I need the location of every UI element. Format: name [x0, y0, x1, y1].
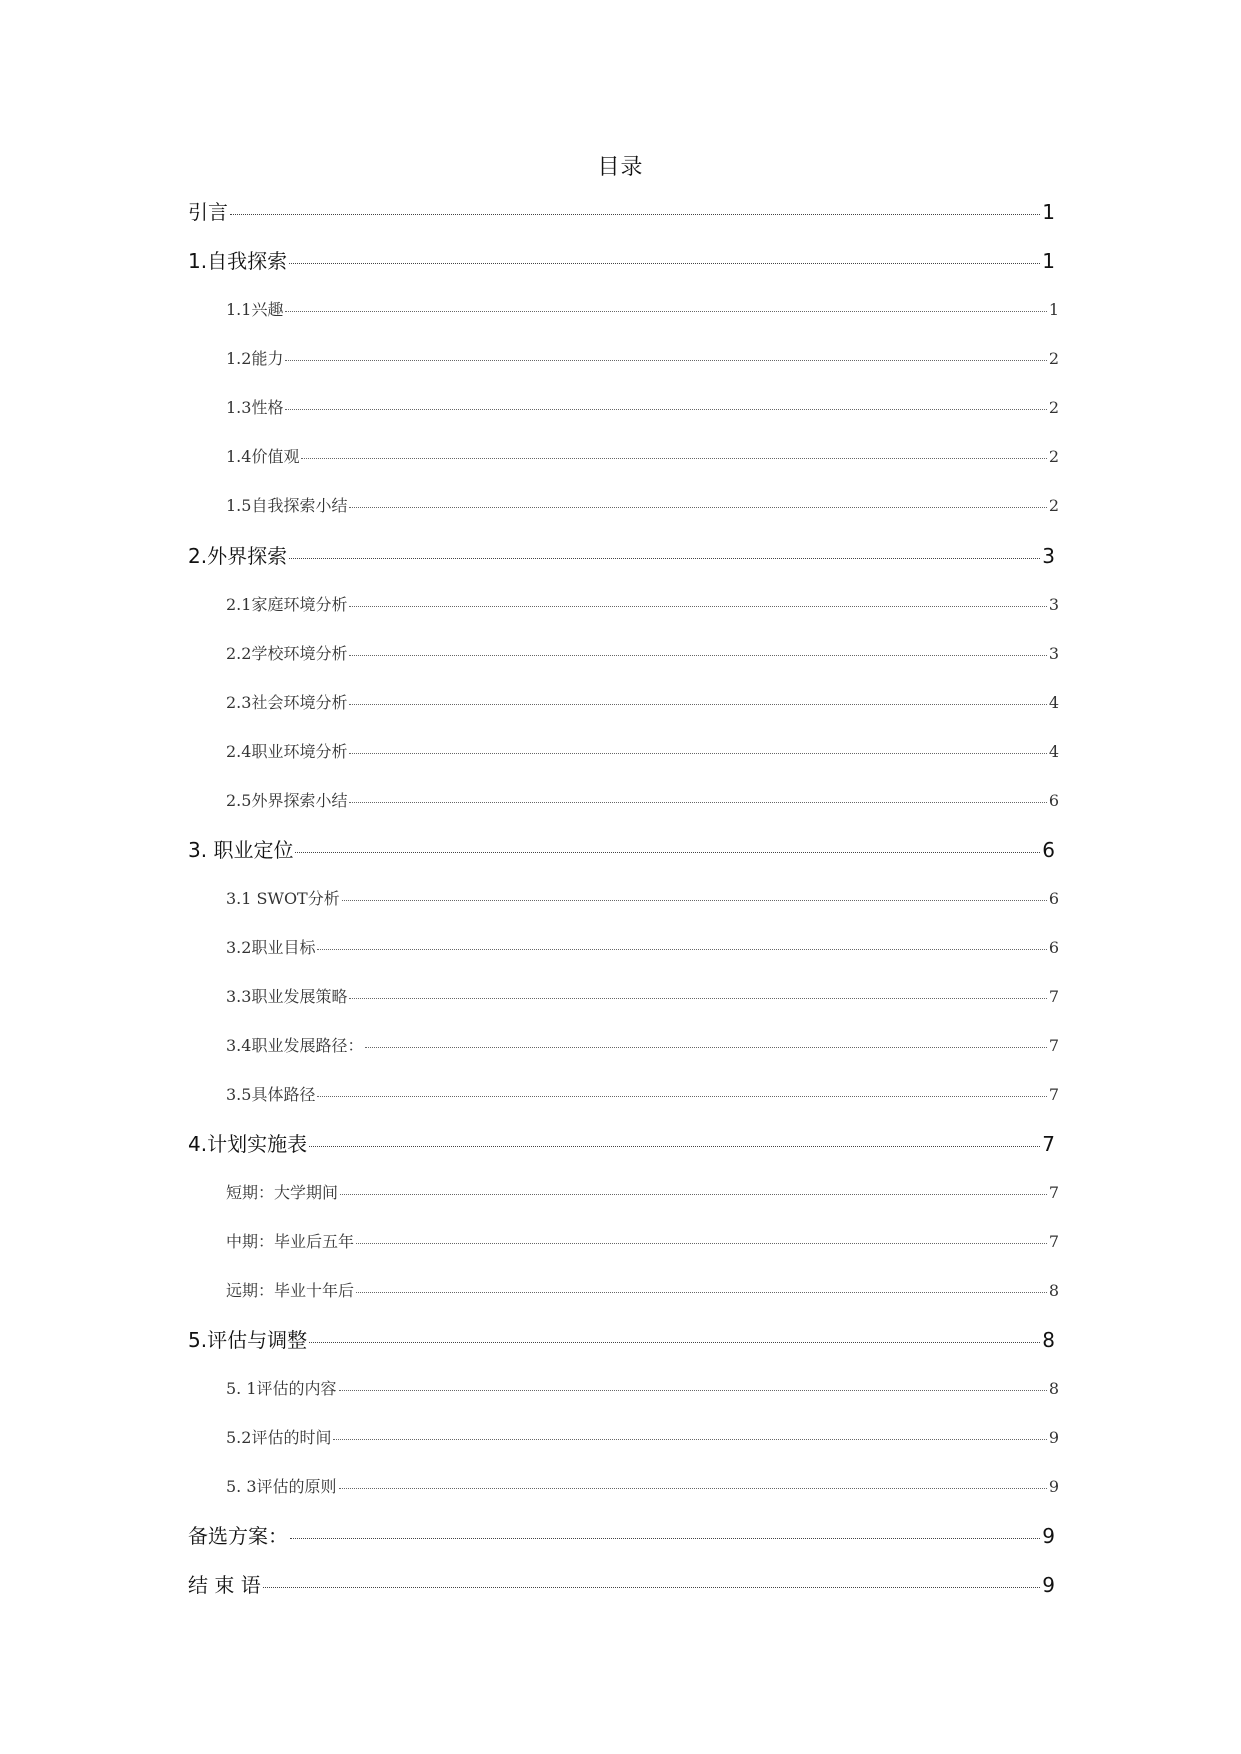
dot-leader — [285, 311, 1046, 312]
toc-page-number: 1 — [1048, 300, 1059, 319]
toc-entry[interactable] — [188, 1324, 1055, 1353]
dot-leader — [342, 900, 1047, 901]
toc-page-number: 2 — [1048, 447, 1059, 466]
toc-entry-label: 1.1兴趣 — [226, 300, 284, 319]
dot-leader — [309, 1146, 1040, 1147]
toc-entry-label: 远期：毕业十年后 — [226, 1281, 355, 1300]
dot-leader — [365, 1047, 1046, 1048]
toc-page-number: 9 — [1048, 1428, 1059, 1447]
toc-entry-label: 中期：毕业后五年 — [226, 1232, 355, 1251]
toc-entry[interactable] — [188, 1128, 1055, 1157]
toc-entry[interactable] — [226, 493, 1059, 516]
toc-entry-label: 备选方案： — [188, 1524, 288, 1548]
toc-page-number: 4 — [1048, 742, 1059, 761]
toc-entry[interactable] — [188, 196, 1055, 225]
dot-leader — [349, 655, 1046, 656]
toc-entry[interactable] — [188, 834, 1055, 863]
toc-page-number: 9 — [1042, 1524, 1055, 1548]
toc-page-number: 2 — [1048, 398, 1059, 417]
toc-entry-label: 3.3职业发展策略 — [226, 987, 348, 1006]
toc-entry[interactable] — [226, 1376, 1059, 1399]
toc-entry-label: 2.2学校环境分析 — [226, 644, 348, 663]
toc-entry-label: 结 束 语 — [188, 1573, 261, 1597]
toc-entry-label: 5. 1评估的内容 — [226, 1379, 337, 1398]
toc-page-number: 8 — [1048, 1281, 1059, 1300]
toc-page-number: 7 — [1042, 1132, 1055, 1156]
toc-entry[interactable] — [226, 984, 1059, 1007]
dot-leader — [263, 1587, 1041, 1588]
toc-entry[interactable] — [226, 592, 1059, 615]
toc-entry-label: 5. 3评估的原则 — [226, 1477, 337, 1496]
toc-entry[interactable] — [226, 1229, 1059, 1252]
toc-entry[interactable] — [226, 886, 1059, 909]
toc-entry-label: 引言 — [188, 200, 228, 224]
toc-entry[interactable] — [226, 1425, 1059, 1448]
dot-leader — [230, 214, 1040, 215]
dot-leader — [285, 360, 1046, 361]
toc-page-number: 1 — [1042, 200, 1055, 224]
dot-leader — [339, 1390, 1047, 1391]
toc-page-number: 8 — [1048, 1379, 1059, 1398]
toc-page-number: 3 — [1048, 644, 1059, 663]
dot-leader — [317, 949, 1046, 950]
toc-entry-label: 4.计划实施表 — [188, 1132, 308, 1156]
toc-entry[interactable] — [226, 395, 1059, 418]
toc-entry-label: 1.自我探索 — [188, 249, 288, 273]
toc-page-number: 6 — [1048, 791, 1059, 810]
toc-entry-label: 3.1 SWOT分析 — [226, 889, 340, 908]
toc-entry[interactable] — [226, 1082, 1059, 1105]
dot-leader — [309, 1342, 1040, 1343]
toc-page-number: 3 — [1042, 544, 1055, 568]
toc-page-number: 9 — [1048, 1477, 1059, 1496]
dot-leader — [333, 1439, 1046, 1440]
dot-leader — [356, 1243, 1047, 1244]
dot-leader — [289, 263, 1040, 264]
toc-entry-label: 1.3性格 — [226, 398, 284, 417]
toc-entry-label: 2.5外界探索小结 — [226, 791, 348, 810]
toc-entry[interactable] — [226, 1180, 1059, 1203]
toc-page-number: 4 — [1048, 693, 1059, 712]
toc-page-number: 6 — [1048, 889, 1059, 908]
dot-leader — [349, 704, 1046, 705]
toc-entry-label: 短期：大学期间 — [226, 1183, 339, 1202]
toc-page-number: 8 — [1042, 1328, 1055, 1352]
toc-entry[interactable] — [226, 1474, 1059, 1497]
toc-entry[interactable] — [226, 690, 1059, 713]
toc-entry[interactable] — [226, 1033, 1059, 1056]
dot-leader — [349, 998, 1046, 999]
toc-entry-label: 2.外界探索 — [188, 544, 288, 568]
toc-entry[interactable] — [226, 788, 1059, 811]
toc-entry-label: 2.4职业环境分析 — [226, 742, 348, 761]
dot-leader — [295, 852, 1040, 853]
toc-entry-label: 1.4价值观 — [226, 447, 300, 466]
toc-entry[interactable] — [226, 641, 1059, 664]
toc-entry-label: 3.4职业发展路径： — [226, 1036, 364, 1055]
toc-entry-label: 3.5具体路径 — [226, 1085, 316, 1104]
toc-page-number: 9 — [1042, 1573, 1055, 1597]
toc-entry[interactable] — [226, 297, 1059, 320]
toc-entry[interactable] — [226, 1278, 1059, 1301]
toc-title: 目录 — [597, 155, 644, 180]
toc-entry[interactable] — [188, 245, 1055, 274]
dot-leader — [340, 1194, 1047, 1195]
toc-entry-label: 2.1家庭环境分析 — [226, 595, 348, 614]
toc-entry[interactable] — [226, 935, 1059, 958]
dot-leader — [349, 802, 1046, 803]
toc-entry-label: 5.评估与调整 — [188, 1328, 308, 1352]
toc-entry-label: 2.3社会环境分析 — [226, 693, 348, 712]
toc-entry-label: 3.2职业目标 — [226, 938, 316, 957]
dot-leader — [289, 558, 1040, 559]
toc-page-number: 6 — [1042, 838, 1055, 862]
dot-leader — [301, 458, 1046, 459]
toc-page-number: 7 — [1048, 1183, 1059, 1202]
toc-page-number: 6 — [1048, 938, 1059, 957]
dot-leader — [339, 1488, 1047, 1489]
dot-leader — [356, 1292, 1047, 1293]
toc-page-number: 7 — [1048, 1232, 1059, 1251]
toc-entry-label: 3. 职业定位 — [188, 838, 294, 862]
dot-leader — [290, 1538, 1040, 1539]
toc-entry-label: 1.2能力 — [226, 349, 284, 368]
dot-leader — [349, 606, 1046, 607]
toc-page-number: 2 — [1048, 496, 1059, 515]
toc-page-number: 1 — [1042, 249, 1055, 273]
toc-page-number: 7 — [1048, 987, 1059, 1006]
toc-page-number: 7 — [1048, 1085, 1059, 1104]
toc-entry[interactable] — [226, 346, 1059, 369]
toc-entry-label: 5.2评估的时间 — [226, 1428, 332, 1447]
dot-leader — [317, 1096, 1046, 1097]
toc-entry[interactable] — [188, 540, 1055, 569]
toc-page-number: 7 — [1048, 1036, 1059, 1055]
toc-entry[interactable] — [226, 739, 1059, 762]
dot-leader — [349, 507, 1046, 508]
toc-entry-label: 1.5自我探索小结 — [226, 496, 348, 515]
toc-page-number: 3 — [1048, 595, 1059, 614]
toc-entry[interactable] — [188, 1569, 1055, 1598]
toc-page-number: 2 — [1048, 349, 1059, 368]
toc-entry[interactable] — [226, 444, 1059, 467]
dot-leader — [285, 409, 1046, 410]
toc-entry[interactable] — [188, 1520, 1055, 1549]
dot-leader — [349, 753, 1046, 754]
